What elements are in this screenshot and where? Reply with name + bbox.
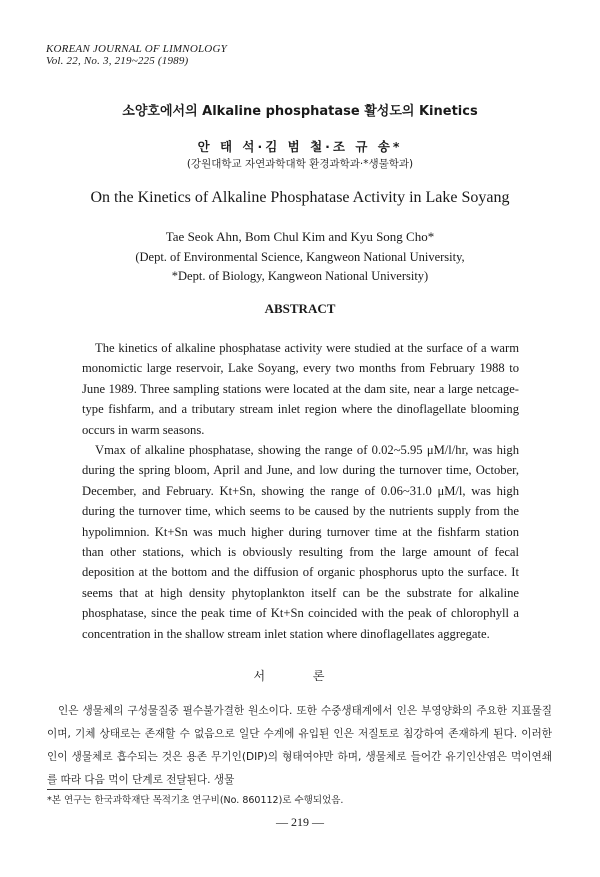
journal-name: KOREAN JOURNAL OF LIMNOLOGY	[46, 43, 227, 55]
affiliation-line: *Dept. of Biology, Kangweon National University)	[171, 269, 429, 283]
korean-title: 소양호에서의 Alkaline phosphatase 활성도의 Kinetics	[122, 104, 478, 119]
abstract-paragraph: Vmax of alkaline phosphatase, showing the range of 0.02~5.95 μM/l/hr, was high during the spring bloom, April and June, and low during the turnover time, October, December, and February. Kt+Sn, showing the range of 0.06~31.0 μM/l, was high during the turnover time, which seems to be caused by the nutrients supply from the hypolimnion. Kt+Sn was much higher during turnover time at the fishfarm station than other stations, which is obviously resulting from the large amount of fecal deposition at the bottom and the diffusion of organic phosphorus upto the surface. It seems that at high density phytoplankton itself can be the substrate for alkaline phosphatase, since the peak time of Kt+Sn coincided with the peak of chlorophyll a concentration in the shallow stream inlet station where dinoflagellates aggregate.	[82, 443, 519, 641]
english-authors: Tae Seok Ahn, Bom Chul Kim and Kyu Song Cho*	[165, 229, 435, 244]
abstract-paragraph: The kinetics of alkaline phosphatase activity were studied at the surface of a warm monomictic large reservoir, Lake Soyang, every two months from February 1988 to June 1989. Three sampling stations were located at the dam site, near a large netcage-type fishfarm, and a tributary stream inlet region where the dinoflagellate blooming occurs in warm seasons.	[82, 341, 519, 437]
introduction-paragraph: 인은 생물체의 구성물질중 필수불가결한 원소이다. 또한 수중생태계에서 인은 부영양화의 주요한 지표물질이며, 기체 상태로는 존재할 수 없음으로 일단 수계에 유입된 인은 저질토로 침강하여 존재하게 된다. 이러한 인이 생물체로 흡수되는 것은 용존 무기인(DIP)의 형태여야만 하며, 생물체로 들어간 유기인산염은 먹이연쇄를 따라 다음 먹이 단계로 전달된다. 생물	[47, 705, 552, 786]
page-number: — 219 —	[276, 815, 324, 829]
affiliation-line: (Dept. of Environmental Science, Kangweon National University,	[135, 250, 465, 264]
abstract-body	[82, 338, 519, 644]
english-title: On the Kinetics of Alkaline Phosphatase Activity in Lake Soyang	[90, 189, 510, 206]
footnote: *본 연구는 한국과학재단 목적기초 연구비(No. 860112)로 수행되었음.	[47, 795, 344, 806]
korean-authors: 안 태 석·김 범 철·조 규 송*	[197, 139, 403, 154]
footnote-divider	[47, 789, 182, 790]
section-heading-introduction: 서 론	[253, 669, 347, 683]
journal-volume: Vol. 22, No. 3, 219~225 (1989)	[46, 55, 189, 67]
english-affiliation	[0, 248, 600, 286]
abstract-heading: ABSTRACT	[264, 301, 336, 316]
korean-affiliation: (강원대학교 자연과학대학 환경과학과·*생물학과)	[186, 158, 414, 170]
journal-header	[46, 43, 227, 67]
